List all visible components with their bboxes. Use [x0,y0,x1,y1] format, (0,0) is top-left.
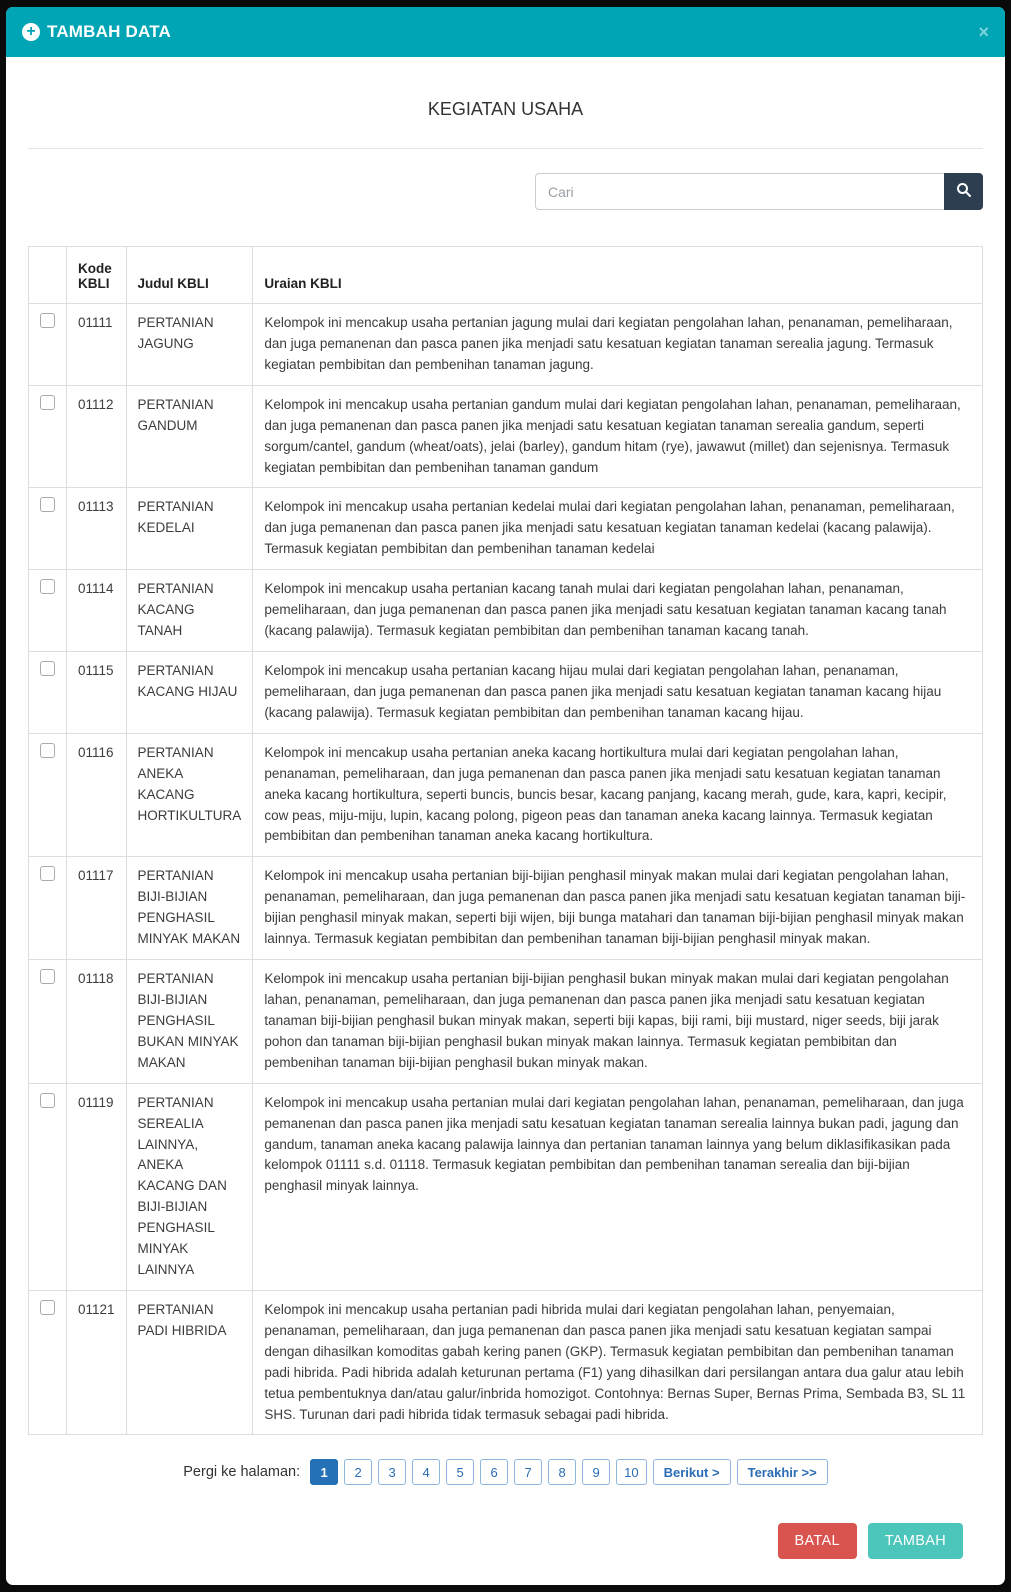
table-row [29,488,983,570]
modal-footer [6,1505,1005,1585]
tambah-button[interactable]: TAMBAH [868,1523,963,1559]
kode-cell: 01112 [67,385,127,488]
kode-cell: 01115 [67,651,127,733]
table-row [29,1083,983,1290]
uraian-cell: Kelompok ini mencakup usaha pertanian kedelai mulai dari kegiatan pengolahan lahan, penanaman, pemeliharaan, dan juga pemanenan dan pasca panen jika menjadi satu kesatuan kegiatan tanaman kedelai (kacang palawija). Termasuk kegiatan pembibitan dan pembenihan tanaman kedelai [253,488,983,570]
table-row [29,857,983,960]
row-checkbox[interactable] [40,866,55,881]
table-header-row [29,247,983,304]
modal-title: TAMBAH DATA [47,22,172,41]
page-button-1[interactable]: 1 [310,1459,338,1485]
row-checkbox[interactable] [40,313,55,328]
tambah-data-modal [6,7,1005,1585]
last-page-button[interactable]: Terakhir >> [737,1459,828,1485]
uraian-cell: Kelompok ini mencakup usaha pertanian biji-bijian penghasil bukan minyak makan mulai dari kegiatan pengolahan lahan, penanaman, pemeliharaan, dan juga pemanenan dan pasca panen jika menjadi satu kesatuan kegiatan tanaman biji-bijian penghasil bukan minyak makan, seperti biji kapas, biji rami, biji mustard, niger seeds, biji jarak pohon dan tanaman biji-bijian penghasil bukan minyak makan lainnya. Termasuk kegiatan pembibitan dan pembenihan tanaman biji-bijian penghasil bukan minyak makan. [253,960,983,1084]
kode-cell: 01116 [67,733,127,857]
judul-kbli-header: Judul KBLI [126,247,253,304]
kode-cell: 01113 [67,488,127,570]
page-button-10[interactable]: 10 [616,1459,646,1485]
page-button-2[interactable]: 2 [344,1459,372,1485]
batal-button[interactable]: BATAL [778,1523,857,1559]
page-button-9[interactable]: 9 [582,1459,610,1485]
kode-cell: 01121 [67,1290,127,1435]
uraian-cell: Kelompok ini mencakup usaha pertanian aneka kacang hortikultura mulai dari kegiatan pengolahan lahan, penanaman, pemeliharaan, dan juga pemanenan dan pasca panen jika menjadi satu kesatuan kegiatan tanaman aneka kacang hortikultura, seperti buncis, buncis besar, kacang panjang, kacang merah, gude, kara, kapri, kecipir, cow peas, miju-miju, lupin, kacang polong, pigeon peas dan tanaman aneka kacang lainnya. Termasuk kegiatan pembibitan dan pembenihan tanaman aneka kacang hortikultura. [253,733,983,857]
search-row [28,173,983,210]
uraian-cell: Kelompok ini mencakup usaha pertanian padi hibrida mulai dari kegiatan pengolahan lahan, penyemaian, penanaman, pemeliharaan, dan juga pemanenan dan pasca panen jika menjadi satu kesatuan kegiatan sampai dengan dihasilkan komoditas gabah kering panen (GKP). Termasuk kegiatan pembibitan dan pembenihan tanaman padi hibrida. Padi hibrida adalah keturunan pertama (F1) yang dihasilkan dari persilangan antara dua galur atau lebih tetua pembentuknya dan/atau galur/inbrida homozigot. Contohnya: Bernas Super, Bernas Prima, Sembada B3, SL 11 SHS. Turunan dari padi hibrida tidak termasuk sebagai padi hibrida. [253,1290,983,1435]
pagination [28,1459,983,1485]
table-row [29,1290,983,1435]
table-row [29,570,983,652]
uraian-cell: Kelompok ini mencakup usaha pertanian kacang hijau mulai dari kegiatan pengolahan lahan, penanaman, pemeliharaan, dan juga pemanenan dan pasca panen jika menjadi satu kesatuan kegiatan tanaman kacang hijau (kacang palawija). Termasuk kegiatan pembibitan dan pembenihan tanaman kacang hijau. [253,651,983,733]
kode-cell: 01117 [67,857,127,960]
table-row [29,651,983,733]
search-input[interactable] [535,173,944,210]
judul-cell: PERTANIAN KACANG TANAH [126,570,253,652]
modal-header [6,7,1005,57]
uraian-cell: Kelompok ini mencakup usaha pertanian biji-bijian penghasil minyak makan mulai dari kegiatan pengolahan lahan, penanaman, pemeliharaan, dan juga pemanenan dan pasca panen jika menjadi satu kesatuan kegiatan tanaman biji-bijian penghasil minyak makan, seperti biji wijen, biji bunga matahari dan tanaman biji-bijian penghasil minyak makan lainnya. Termasuk kegiatan pembibitan dan pembenihan tanaman biji-bijian penghasil minyak makan. [253,857,983,960]
kode-cell: 01118 [67,960,127,1084]
row-checkbox[interactable] [40,1093,55,1108]
judul-cell: PERTANIAN KEDELAI [126,488,253,570]
row-checkbox[interactable] [40,395,55,410]
judul-cell: PERTANIAN BIJI-BIJIAN PENGHASIL BUKAN MINYAK MAKAN [126,960,253,1084]
uraian-cell: Kelompok ini mencakup usaha pertanian jagung mulai dari kegiatan pengolahan lahan, penanaman, pemeliharaan, dan juga pemanenan dan pasca panen jika menjadi satu kesatuan kegiatan tanaman serealia jagung. Termasuk kegiatan pembibitan dan pembenihan tanaman jagung. [253,304,983,386]
table-row [29,385,983,488]
kode-cell: 01111 [67,304,127,386]
page-button-6[interactable]: 6 [480,1459,508,1485]
page-button-7[interactable]: 7 [514,1459,542,1485]
uraian-cell: Kelompok ini mencakup usaha pertanian gandum mulai dari kegiatan pengolahan lahan, penanaman, pemeliharaan, dan juga pemanenan dan pasca panen jika menjadi satu kesatuan kegiatan tanaman serealia gandum, seperti sorgum/cantel, gandum (wheat/oats), jelai (barley), gandum hitam (rye), jawawut (millet) dan sejenisnya. Termasuk kegiatan pembibitan dan pembenihan tanaman gandum [253,385,983,488]
table-row [29,960,983,1084]
search-button[interactable] [944,173,983,210]
page-button-8[interactable]: 8 [548,1459,576,1485]
uraian-kbli-header: Uraian KBLI [253,247,983,304]
next-page-button[interactable]: Berikut > [653,1459,731,1485]
row-checkbox[interactable] [40,1300,55,1315]
modal-body [6,57,1005,1505]
pagination-label: Pergi ke halaman: [183,1464,301,1481]
table-row [29,304,983,386]
row-checkbox[interactable] [40,969,55,984]
table-row [29,733,983,857]
kode-cell: 01114 [67,570,127,652]
close-icon[interactable]: × [978,22,989,42]
checkbox-column-header [29,247,67,304]
page-button-4[interactable]: 4 [412,1459,440,1485]
judul-cell: PERTANIAN KACANG HIJAU [126,651,253,733]
row-checkbox[interactable] [40,743,55,758]
judul-cell: PERTANIAN BIJI-BIJIAN PENGHASIL MINYAK MAKAN [126,857,253,960]
page-button-5[interactable]: 5 [446,1459,474,1485]
row-checkbox[interactable] [40,579,55,594]
row-checkbox[interactable] [40,497,55,512]
uraian-cell: Kelompok ini mencakup usaha pertanian kacang tanah mulai dari kegiatan pengolahan lahan, penanaman, pemeliharaan, dan juga pemanenan dan pasca panen jika menjadi satu kesatuan kegiatan tanaman kacang tanah (kacang palawija). Termasuk kegiatan pembibitan dan pembenihan tanaman kacang tanah. [253,570,983,652]
judul-cell: PERTANIAN PADI HIBRIDA [126,1290,253,1435]
judul-cell: PERTANIAN ANEKA KACANG HORTIKULTURA [126,733,253,857]
divider [28,148,983,149]
page-title: KEGIATAN USAHA [427,99,584,119]
kode-kbli-header: Kode KBLI [67,247,127,304]
row-checkbox[interactable] [40,661,55,676]
search-icon [956,182,972,201]
judul-cell: PERTANIAN JAGUNG [126,304,253,386]
page-button-3[interactable]: 3 [378,1459,406,1485]
plus-circle-icon: + [22,23,40,41]
kbli-table [28,246,983,1435]
uraian-cell: Kelompok ini mencakup usaha pertanian mulai dari kegiatan pengolahan lahan, penanaman, pemeliharaan, dan juga pemanenan dan pasca panen jika menjadi satu kesatuan kegiatan tanaman serealia lainnya bukan padi, jagung dan gandum, tanaman aneka kacang palawija lainnya dan pertanian tanaman lainnya yang belum diklasifikasikan pada kelompok 01111 s.d. 01118. Termasuk kegiatan pembibitan dan pembenihan tanaman serealia dan biji-bijian penghasil minyak lainnya. [253,1083,983,1290]
judul-cell: PERTANIAN GANDUM [126,385,253,488]
judul-cell: PERTANIAN SEREALIA LAINNYA, ANEKA KACANG DAN BIJI-BIJIAN PENGHASIL MINYAK LAINNYA [126,1083,253,1290]
kode-cell: 01119 [67,1083,127,1290]
